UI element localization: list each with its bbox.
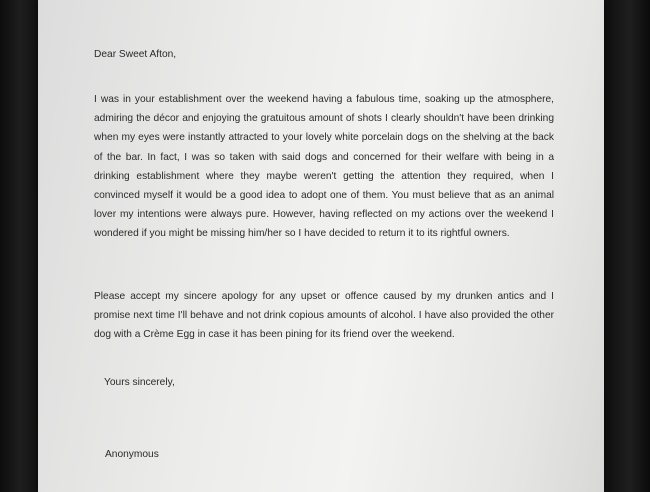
letter-closing: Yours sincerely,	[104, 377, 175, 388]
letter-paragraph-1: I was in your establishment over the weekend having a fabulous time, soaking up the atmosphere, admiring the décor and enjoying the gratuitous amount of shots I clearly shouldn't have been drinking when my eyes were instantly attracted to your lovely white porcelain dogs on the shelving at the back of the bar. In fact, I was so taken with said dogs and concerned for their welfare with being in a drinking establishment where they maybe weren't getting the attention they required, when I convinced myself it would be a good idea to adopt one of them. You must believe that as an animal lover my intentions were always pure. However, having reflected on my actions over the weekend I wondered if you might be missing him/her so I have decided to return it to its rightful owners.	[94, 94, 554, 240]
letter-salutation: Dear Sweet Afton,	[94, 49, 177, 60]
letter-paragraph-2: Please accept my sincere apology for any upset or offence caused by my drunken antics and I promise next time I'll behave and not drink copious amounts of alcohol. I have also provided the other dog with a Crème Egg in case it has been pining for its friend over the weekend.	[94, 291, 554, 341]
letter-signature: Anonymous	[105, 449, 159, 460]
letter-paper	[38, 0, 604, 492]
